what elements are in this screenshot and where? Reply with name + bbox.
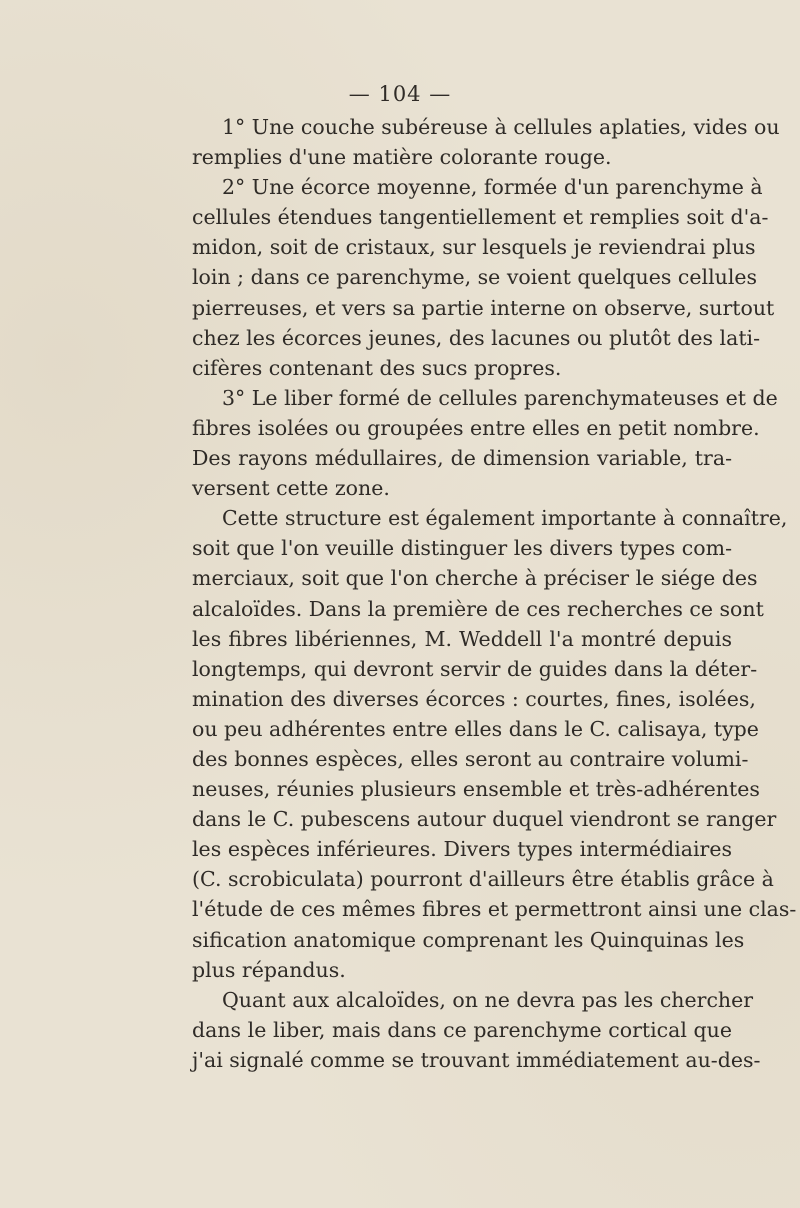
- text-line: 2° Une écorce moyenne, formée d'un parenchyme à: [222, 175, 763, 200]
- text-line: dans le liber, mais dans ce parenchyme cortical que: [192, 1017, 732, 1042]
- text-line: l'étude de ces mêmes fibres et permettront ainsi une clas-: [192, 897, 797, 922]
- text-line: cifères contenant des sucs propres.: [192, 355, 562, 380]
- text-line: fibres isolées ou groupées entre elles en petit nombre.: [192, 415, 760, 440]
- text-line: sification anatomique comprenant les Quinquinas les: [192, 927, 745, 952]
- text-line: dans le C. pubescens autour duquel viendront se ranger: [192, 807, 777, 832]
- text-line: Des rayons médullaires, de dimension variable, tra-: [192, 446, 732, 471]
- text-line: longtemps, qui devront servir de guides dans la déter-: [192, 656, 758, 681]
- page-number: — 104 —: [348, 82, 452, 106]
- text-line: plus répandus.: [192, 957, 346, 982]
- text-line: alcaloïdes. Dans la première de ces recherches ce sont: [192, 596, 764, 621]
- text-line: Quant aux alcaloïdes, on ne devra pas les chercher: [222, 987, 754, 1012]
- text-line: des bonnes espèces, elles seront au contraire volumi-: [192, 746, 749, 771]
- text-line: mination des diverses écorces : courtes, fines, isolées,: [192, 686, 756, 711]
- text-line: loin ; dans ce parenchyme, se voient quelques cellules: [192, 265, 758, 290]
- text-line: les espèces inférieures. Divers types intermédiaires: [192, 837, 732, 862]
- text-line: 3° Le liber formé de cellules parenchymateuses et de: [222, 385, 778, 410]
- text-line: midon, soit de cristaux, sur lesquels je reviendrai plus: [192, 235, 756, 260]
- text-line: les fibres libériennes, M. Weddell l'a montré depuis: [192, 626, 732, 651]
- text-line: (C. scrobiculata) pourront d'ailleurs être établis grâce à: [192, 867, 774, 892]
- body-text: [192, 112, 797, 1075]
- text-line: j'ai signalé comme se trouvant immédiatement au-des-: [192, 1047, 761, 1072]
- text-line: Cette structure est également importante à connaître,: [222, 506, 788, 531]
- text-line: merciaux, soit que l'on cherche à préciser le siége des: [192, 566, 758, 591]
- text-line: chez les écorces jeunes, des lacunes ou plutôt des lati-: [192, 325, 761, 350]
- text-line: soit que l'on veuille distinguer les divers types com-: [192, 536, 732, 561]
- text-line: remplies d'une matière colorante rouge.: [192, 145, 612, 170]
- text-line: ou peu adhérentes entre elles dans le C. calisaya, type: [192, 716, 759, 741]
- text-line: versent cette zone.: [192, 476, 390, 501]
- text-line: pierreuses, et vers sa partie interne on observe, surtout: [192, 295, 775, 320]
- text-line: neuses, réunies plusieurs ensemble et très-adhérentes: [192, 777, 760, 802]
- text-line: cellules étendues tangentiellement et remplies soit d'a-: [192, 205, 769, 230]
- text-line: 1° Une couche subéreuse à cellules aplaties, vides ou: [222, 115, 780, 139]
